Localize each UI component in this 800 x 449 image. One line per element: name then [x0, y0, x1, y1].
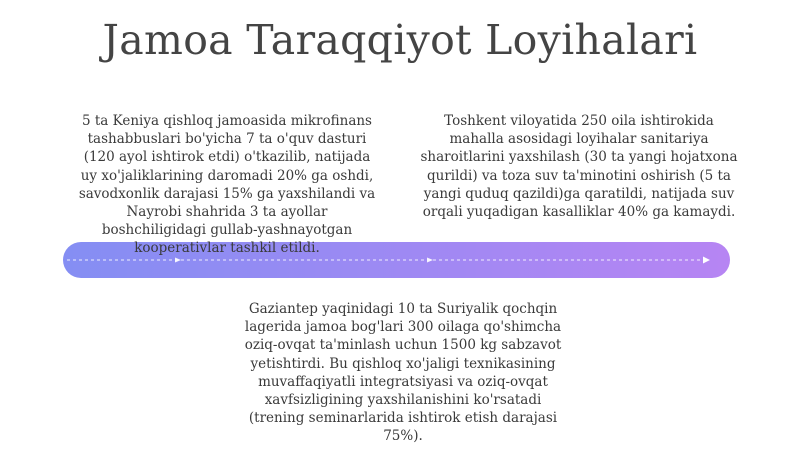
page-title: Jamoa Taraqqiyot Loyihalari	[102, 16, 698, 64]
timeline-entry-gaziantep: Gaziantep yaqinidagi 10 ta Suriyalik qochqin lagerida jamoa bog'lari 300 oilaga qo'shimcha oziq-ovqat ta'minlash uchun 1500 kg sabzavot yetishtirdi. Bu qishloq xo'jaligi texnikasining muvaffaqiyatli integratsiyasi va oziq-ovqat xavfsizligining yaxshilanishini ko'rsatadi (trening seminarlarida ishtirok etish darajasi 75%).	[244, 301, 562, 445]
timeline-entry-tashkent: Toshkent viloyatida 250 oila ishtirokida mahalla asosidagi loyihalar sanitariya sharoitlarini yaxshilash (30 ta yangi hojatxona qurildi) va toza suv ta'minotini oshirish (5 ta yangi quduq qazildi)ga qaratildi, natijada suv orqali yuqadigan kasalliklar 40% ga kamaydi.	[420, 113, 738, 221]
timeline-entry-kenya: 5 ta Keniya qishloq jamoasida mikrofinans tashabbuslari bo'yicha 7 ta o'quv dasturi (120 ayol ishtirok etdi) o'tkazilib, natijada uy xo'jaliklarining daromadi 20% ga oshdi, savodxonlik darajasi 15% ga yaxshilandi va Nayrobi shahrida 3 ta ayollar boshchiligidagi gullab-yashnayotgan kooperativlar tashkil etildi.	[78, 113, 376, 257]
